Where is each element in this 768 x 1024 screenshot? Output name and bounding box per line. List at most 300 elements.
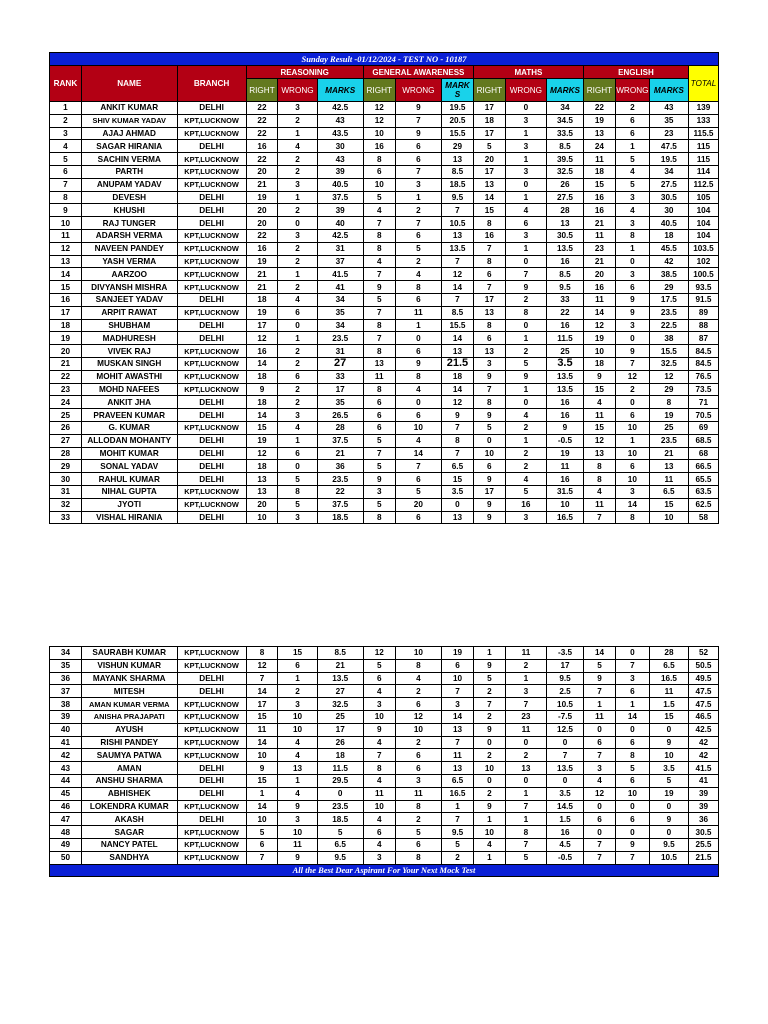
table-row <box>50 383 719 396</box>
name-cell: ANKIT KUMAR <box>81 102 177 115</box>
table-row <box>50 255 719 268</box>
english-wrong-cell: 5 <box>615 178 649 191</box>
maths-wrong-cell: 1 <box>505 242 546 255</box>
reasoning-right-cell: 22 <box>246 102 278 115</box>
maths-marks-cell: 30.5 <box>546 229 583 242</box>
english-wrong-cell: 6 <box>615 813 649 826</box>
reasoning-marks-cell: 42.5 <box>317 229 363 242</box>
table-row <box>50 736 719 749</box>
table-row <box>50 268 719 281</box>
maths-wrong-cell: 0 <box>505 319 546 332</box>
english-marks-cell: 23.5 <box>649 306 688 319</box>
maths-marks-cell: 13.5 <box>546 383 583 396</box>
total-cell: 30.5 <box>689 826 719 839</box>
reasoning-marks-cell: 21 <box>317 659 363 672</box>
english-wrong-cell: 9 <box>615 838 649 851</box>
reasoning-marks-cell: 26 <box>317 736 363 749</box>
ga-right-cell: 4 <box>363 774 395 787</box>
name-cell: PRAVEEN KUMAR <box>81 409 177 422</box>
rank-cell: 38 <box>50 698 82 711</box>
maths-wrong-cell: 1 <box>505 813 546 826</box>
reasoning-wrong-cell: 6 <box>278 447 317 460</box>
rank-cell: 3 <box>50 127 82 140</box>
english-wrong-cell: 6 <box>615 127 649 140</box>
english-marks-cell: 5 <box>649 774 688 787</box>
ga-wrong-cell: 4 <box>395 268 441 281</box>
reasoning-header: REASONING <box>246 66 363 79</box>
name-cell: KHUSHI <box>81 204 177 217</box>
results-body-top <box>50 102 719 524</box>
english-wrong-cell: 5 <box>615 153 649 166</box>
ga-wrong-cell: 6 <box>395 140 441 153</box>
maths-wrong-cell: 0 <box>505 774 546 787</box>
branch-cell: DELHI <box>177 204 246 217</box>
ga-wrong-cell: 9 <box>395 127 441 140</box>
ga-wrong-cell: 6 <box>395 153 441 166</box>
ga-right-cell: 7 <box>363 332 395 345</box>
ga-right-cell: 3 <box>363 698 395 711</box>
english-marks-cell: 9 <box>649 813 688 826</box>
maths-marks-cell: 16 <box>546 255 583 268</box>
ga-right-cell: 6 <box>363 826 395 839</box>
name-cell: SAUMYA PATWA <box>81 749 177 762</box>
reasoning-marks-cell: 40 <box>317 217 363 230</box>
maths-right-cell: 17 <box>473 165 505 178</box>
english-marks-cell: 15 <box>649 710 688 723</box>
branch-cell: DELHI <box>177 140 246 153</box>
table-row <box>50 787 719 800</box>
reasoning-right-cell: 14 <box>246 685 278 698</box>
total-cell: 25.5 <box>689 838 719 851</box>
ga-marks-cell: 14 <box>442 710 474 723</box>
rank-cell: 14 <box>50 268 82 281</box>
ga-marks-cell: 8.5 <box>442 306 474 319</box>
english-wrong-cell: 6 <box>615 774 649 787</box>
reasoning-wrong-cell: 1 <box>278 127 317 140</box>
english-marks-cell: 15.5 <box>649 345 688 358</box>
english-right-cell: 20 <box>583 268 615 281</box>
ga-wrong-cell: 4 <box>395 672 441 685</box>
ga-right-cell: 8 <box>363 345 395 358</box>
name-cell: RAHUL KUMAR <box>81 473 177 486</box>
english-wrong-cell: 0 <box>615 826 649 839</box>
maths-right-cell: 13 <box>473 306 505 319</box>
maths-wrong-cell: 1 <box>505 191 546 204</box>
ga-right-cell: 8 <box>363 511 395 524</box>
reasoning-right-cell: 22 <box>246 114 278 127</box>
ga-right-cell: 7 <box>363 749 395 762</box>
reasoning-right-cell: 19 <box>246 306 278 319</box>
reasoning-wrong-cell: 6 <box>278 306 317 319</box>
ga-wrong-cell: 5 <box>395 242 441 255</box>
name-cell: DEVESH <box>81 191 177 204</box>
rank-cell: 32 <box>50 498 82 511</box>
total-cell: 68.5 <box>688 434 718 447</box>
english-wrong-cell: 1 <box>615 698 649 711</box>
rank-cell: 47 <box>50 813 82 826</box>
branch-cell: KPT,LUCKNOW <box>177 736 246 749</box>
reasoning-wrong-cell: 2 <box>278 165 317 178</box>
maths-marks-cell: 22 <box>546 306 583 319</box>
reasoning-wrong-cell: 2 <box>278 396 317 409</box>
maths-marks-cell: 13 <box>546 217 583 230</box>
rank-cell: 24 <box>50 396 82 409</box>
name-cell: AJAJ AHMAD <box>81 127 177 140</box>
name-cell: MOHD NAFEES <box>81 383 177 396</box>
reasoning-right-cell: 15 <box>246 710 278 723</box>
maths-marks-cell: -3.5 <box>547 647 584 660</box>
table-row <box>50 498 719 511</box>
maths-marks-cell: 11.5 <box>546 332 583 345</box>
total-cell: 84.5 <box>688 357 718 370</box>
english-wrong-cell: 6 <box>615 685 649 698</box>
maths-right-cell: 0 <box>473 736 505 749</box>
english-right-cell: 7 <box>584 749 616 762</box>
name-cell: AMAN <box>81 762 177 775</box>
english-marks-cell: 43 <box>649 102 688 115</box>
reasoning-right-cell: 19 <box>246 255 278 268</box>
ga-marks-cell: 11 <box>442 749 474 762</box>
ga-marks-cell: 9.5 <box>442 191 474 204</box>
ga-right-cell: 8 <box>363 242 395 255</box>
reasoning-wrong-cell: 4 <box>278 736 317 749</box>
branch-cell: DELHI <box>177 102 246 115</box>
maths-right-cell: 9 <box>473 511 505 524</box>
rank-cell: 6 <box>50 165 82 178</box>
maths-marks-cell: 16.5 <box>546 511 583 524</box>
maths-right-cell: 17 <box>473 485 505 498</box>
reasoning-right-cell: 19 <box>246 191 278 204</box>
maths-wrong-cell: 2 <box>505 460 546 473</box>
table-row <box>50 851 719 864</box>
maths-right-cell: 5 <box>473 140 505 153</box>
ga-right-cell: 10 <box>363 710 395 723</box>
ga-marks-cell: 14 <box>442 281 474 294</box>
english-marks-cell: 0 <box>649 800 688 813</box>
maths-marks-cell: -0.5 <box>547 851 584 864</box>
total-cell: 104 <box>688 229 718 242</box>
ga-wrong-cell: 0 <box>395 396 441 409</box>
english-right-cell: 4 <box>583 485 615 498</box>
total-cell: 65.5 <box>688 473 718 486</box>
ga-marks-cell: 5 <box>442 838 474 851</box>
maths-right-cell: 0 <box>473 434 505 447</box>
table-row <box>50 421 719 434</box>
table-row <box>50 473 719 486</box>
english-wrong-cell: 0 <box>615 800 649 813</box>
english-wrong-cell: 1 <box>615 434 649 447</box>
branch-cell: KPT,LUCKNOW <box>177 710 246 723</box>
reasoning-marks-cell: 18.5 <box>317 511 363 524</box>
ga-right-cell: 8 <box>363 383 395 396</box>
ga-marks-cell: 15.5 <box>442 127 474 140</box>
table-row <box>50 114 719 127</box>
branch-cell: KPT,LUCKNOW <box>177 838 246 851</box>
reasoning-marks-cell: 34 <box>317 319 363 332</box>
english-wrong-cell: 0 <box>615 255 649 268</box>
english-wrong-cell: 7 <box>615 851 649 864</box>
reasoning-marks-cell: 39 <box>317 165 363 178</box>
branch-cell: DELHI <box>177 409 246 422</box>
name-cell: ANKIT JHA <box>81 396 177 409</box>
maths-marks-cell: 16 <box>546 409 583 422</box>
english-right-cell: 14 <box>583 306 615 319</box>
ga-wrong-cell: 6 <box>395 749 441 762</box>
maths-wrong-cell: 2 <box>505 345 546 358</box>
maths-right-cell: 5 <box>473 672 505 685</box>
ga-wrong-cell: 2 <box>395 685 441 698</box>
maths-right-cell: 9 <box>473 800 505 813</box>
reasoning-right-cell: 19 <box>246 434 278 447</box>
english-right-cell: 19 <box>583 332 615 345</box>
branch-cell: KPT,LUCKNOW <box>177 749 246 762</box>
maths-wrong-cell: 2 <box>505 659 546 672</box>
english-right-cell: 9 <box>584 672 616 685</box>
branch-cell: DELHI <box>177 685 246 698</box>
ga-marks-cell: 13.5 <box>442 242 474 255</box>
maths-wrong-cell: 8 <box>505 306 546 319</box>
name-cell: MADHURESH <box>81 332 177 345</box>
english-marks-cell: 34 <box>649 165 688 178</box>
reasoning-wrong-cell: 13 <box>278 762 317 775</box>
ga-right-cell: 5 <box>363 293 395 306</box>
general-awareness-header: GENERAL AWARENESS <box>363 66 473 79</box>
english-marks-cell: 11 <box>649 473 688 486</box>
ga-right-cell: 7 <box>363 306 395 319</box>
maths-right-header: RIGHT <box>473 79 505 102</box>
name-cell: NAVEEN PANDEY <box>81 242 177 255</box>
english-wrong-cell: 7 <box>615 659 649 672</box>
rank-cell: 35 <box>50 659 82 672</box>
rank-cell: 21 <box>50 357 82 370</box>
table-row <box>50 813 719 826</box>
maths-wrong-cell: 23 <box>505 710 546 723</box>
name-cell: ANISHA PRAJAPATI <box>81 710 177 723</box>
table-row <box>50 800 719 813</box>
english-marks-cell: 12 <box>649 370 688 383</box>
name-cell: AYUSH <box>81 723 177 736</box>
english-wrong-cell: 8 <box>615 511 649 524</box>
maths-wrong-cell: 1 <box>505 332 546 345</box>
results-body-bottom <box>50 647 719 865</box>
reasoning-right-cell: 20 <box>246 217 278 230</box>
branch-cell: DELHI <box>177 813 246 826</box>
total-cell: 69 <box>688 421 718 434</box>
maths-marks-cell: 13.5 <box>546 242 583 255</box>
name-cell: SONAL YADAV <box>81 460 177 473</box>
ga-marks-header: MARK S <box>442 79 474 102</box>
name-cell: MUSKAN SINGH <box>81 357 177 370</box>
name-cell: G. KUMAR <box>81 421 177 434</box>
reasoning-right-cell: 15 <box>246 421 278 434</box>
maths-right-cell: 2 <box>473 710 505 723</box>
reasoning-wrong-cell: 6 <box>278 370 317 383</box>
ga-wrong-cell: 8 <box>395 800 441 813</box>
maths-right-cell: 9 <box>473 498 505 511</box>
english-marks-cell: 23.5 <box>649 434 688 447</box>
ga-right-cell: 12 <box>363 647 395 660</box>
reasoning-marks-cell: 35 <box>317 306 363 319</box>
reasoning-wrong-cell: 4 <box>278 293 317 306</box>
ga-marks-cell: 13 <box>442 511 474 524</box>
english-right-cell: 3 <box>584 762 616 775</box>
english-marks-cell: 35 <box>649 114 688 127</box>
maths-wrong-cell: 4 <box>505 473 546 486</box>
table-row <box>50 165 719 178</box>
branch-cell: KPT,LUCKNOW <box>177 698 246 711</box>
name-cell: JYOTI <box>81 498 177 511</box>
rank-cell: 9 <box>50 204 82 217</box>
ga-wrong-cell: 8 <box>395 659 441 672</box>
branch-cell: KPT,LUCKNOW <box>177 800 246 813</box>
total-cell: 70.5 <box>688 409 718 422</box>
reasoning-right-cell: 7 <box>246 851 278 864</box>
reasoning-right-cell: 20 <box>246 204 278 217</box>
english-marks-cell: 18 <box>649 229 688 242</box>
name-cell: SHUBHAM <box>81 319 177 332</box>
english-marks-cell: 15 <box>649 498 688 511</box>
reasoning-wrong-cell: 9 <box>278 851 317 864</box>
ga-wrong-cell: 7 <box>395 460 441 473</box>
reasoning-wrong-cell: 2 <box>278 153 317 166</box>
table-row <box>50 306 719 319</box>
table-row <box>50 672 719 685</box>
english-marks-cell: 17.5 <box>649 293 688 306</box>
maths-wrong-cell: 3 <box>505 140 546 153</box>
maths-marks-cell: 13.5 <box>547 762 584 775</box>
total-cell: 49.5 <box>689 672 719 685</box>
maths-marks-cell: 8.5 <box>546 140 583 153</box>
table-row <box>50 396 719 409</box>
rank-cell: 17 <box>50 306 82 319</box>
table-row <box>50 710 719 723</box>
rank-cell: 44 <box>50 774 82 787</box>
table-row <box>50 357 719 370</box>
name-cell: AARZOO <box>81 268 177 281</box>
ga-wrong-cell: 2 <box>395 736 441 749</box>
reasoning-marks-cell: 26.5 <box>317 409 363 422</box>
reasoning-wrong-cell: 3 <box>278 813 317 826</box>
name-cell: VIVEK RAJ <box>81 345 177 358</box>
total-cell: 52 <box>689 647 719 660</box>
reasoning-wrong-cell: 0 <box>278 319 317 332</box>
english-right-cell: 11 <box>583 498 615 511</box>
branch-cell: KPT,LUCKNOW <box>177 242 246 255</box>
rank-cell: 43 <box>50 762 82 775</box>
maths-wrong-cell: 0 <box>505 255 546 268</box>
ga-right-cell: 4 <box>363 838 395 851</box>
footer-banner: All the Best Dear Aspirant For Your Next Mock Test <box>50 864 719 877</box>
maths-wrong-cell: 4 <box>505 204 546 217</box>
english-right-cell: 19 <box>583 114 615 127</box>
english-right-cell: 13 <box>583 447 615 460</box>
maths-right-cell: 8 <box>473 217 505 230</box>
ga-marks-cell: 8 <box>442 434 474 447</box>
english-right-cell: 0 <box>584 800 616 813</box>
english-marks-cell: 21 <box>649 447 688 460</box>
ga-marks-cell: 3 <box>442 698 474 711</box>
maths-wrong-cell: 5 <box>505 357 546 370</box>
reasoning-marks-cell: 40.5 <box>317 178 363 191</box>
maths-wrong-cell: 7 <box>505 268 546 281</box>
total-cell: 21.5 <box>689 851 719 864</box>
english-right-cell: 15 <box>583 421 615 434</box>
reasoning-marks-cell: 34 <box>317 293 363 306</box>
reasoning-right-cell: 10 <box>246 511 278 524</box>
english-right-cell: 21 <box>583 255 615 268</box>
name-cell: MITESH <box>81 685 177 698</box>
ga-marks-cell: 10.5 <box>442 217 474 230</box>
ga-wrong-cell: 5 <box>395 826 441 839</box>
ga-marks-cell: 29 <box>442 140 474 153</box>
maths-wrong-cell: 9 <box>505 370 546 383</box>
english-marks-cell: 6.5 <box>649 659 688 672</box>
english-right-cell: 18 <box>583 165 615 178</box>
reasoning-marks-cell: 27 <box>317 357 363 370</box>
maths-right-cell: 10 <box>473 447 505 460</box>
branch-cell: KPT,LUCKNOW <box>177 383 246 396</box>
english-wrong-cell: 4 <box>615 204 649 217</box>
table-row <box>50 332 719 345</box>
total-cell: 39 <box>689 787 719 800</box>
branch-cell: KPT,LUCKNOW <box>177 165 246 178</box>
rank-cell: 10 <box>50 217 82 230</box>
maths-marks-cell: -7.5 <box>547 710 584 723</box>
reasoning-marks-cell: 17 <box>317 723 363 736</box>
total-cell: 103.5 <box>688 242 718 255</box>
english-marks-cell: 29 <box>649 281 688 294</box>
reasoning-wrong-header: WRONG <box>278 79 317 102</box>
table-row <box>50 127 719 140</box>
maths-marks-cell: -0.5 <box>546 434 583 447</box>
reasoning-right-cell: 12 <box>246 332 278 345</box>
branch-cell: KPT,LUCKNOW <box>177 229 246 242</box>
ga-right-cell: 11 <box>363 370 395 383</box>
ga-wrong-cell: 6 <box>395 409 441 422</box>
english-marks-cell: 23 <box>649 127 688 140</box>
rank-cell: 22 <box>50 370 82 383</box>
total-cell: 115 <box>688 140 718 153</box>
table-row <box>50 647 719 660</box>
english-right-cell: 8 <box>583 460 615 473</box>
rank-cell: 11 <box>50 229 82 242</box>
ga-right-header: RIGHT <box>363 79 395 102</box>
ga-wrong-cell: 3 <box>395 774 441 787</box>
english-marks-cell: 42 <box>649 255 688 268</box>
english-right-cell: 9 <box>583 370 615 383</box>
ga-wrong-cell: 1 <box>395 319 441 332</box>
table-row <box>50 485 719 498</box>
maths-marks-cell: 0 <box>547 774 584 787</box>
reasoning-wrong-cell: 4 <box>278 749 317 762</box>
maths-right-cell: 8 <box>473 255 505 268</box>
reasoning-marks-cell: 21 <box>317 447 363 460</box>
english-marks-cell: 27.5 <box>649 178 688 191</box>
english-marks-cell: 45.5 <box>649 242 688 255</box>
total-cell: 112.5 <box>688 178 718 191</box>
branch-cell: KPT,LUCKNOW <box>177 421 246 434</box>
reasoning-wrong-cell: 3 <box>278 178 317 191</box>
maths-wrong-cell: 16 <box>505 498 546 511</box>
english-wrong-cell: 9 <box>615 306 649 319</box>
maths-right-cell: 8 <box>473 396 505 409</box>
maths-wrong-cell: 2 <box>505 421 546 434</box>
ga-right-cell: 11 <box>363 787 395 800</box>
english-wrong-cell: 6 <box>615 409 649 422</box>
ga-marks-cell: 14 <box>442 332 474 345</box>
reasoning-marks-cell: 18 <box>317 749 363 762</box>
reasoning-marks-cell: 31 <box>317 345 363 358</box>
